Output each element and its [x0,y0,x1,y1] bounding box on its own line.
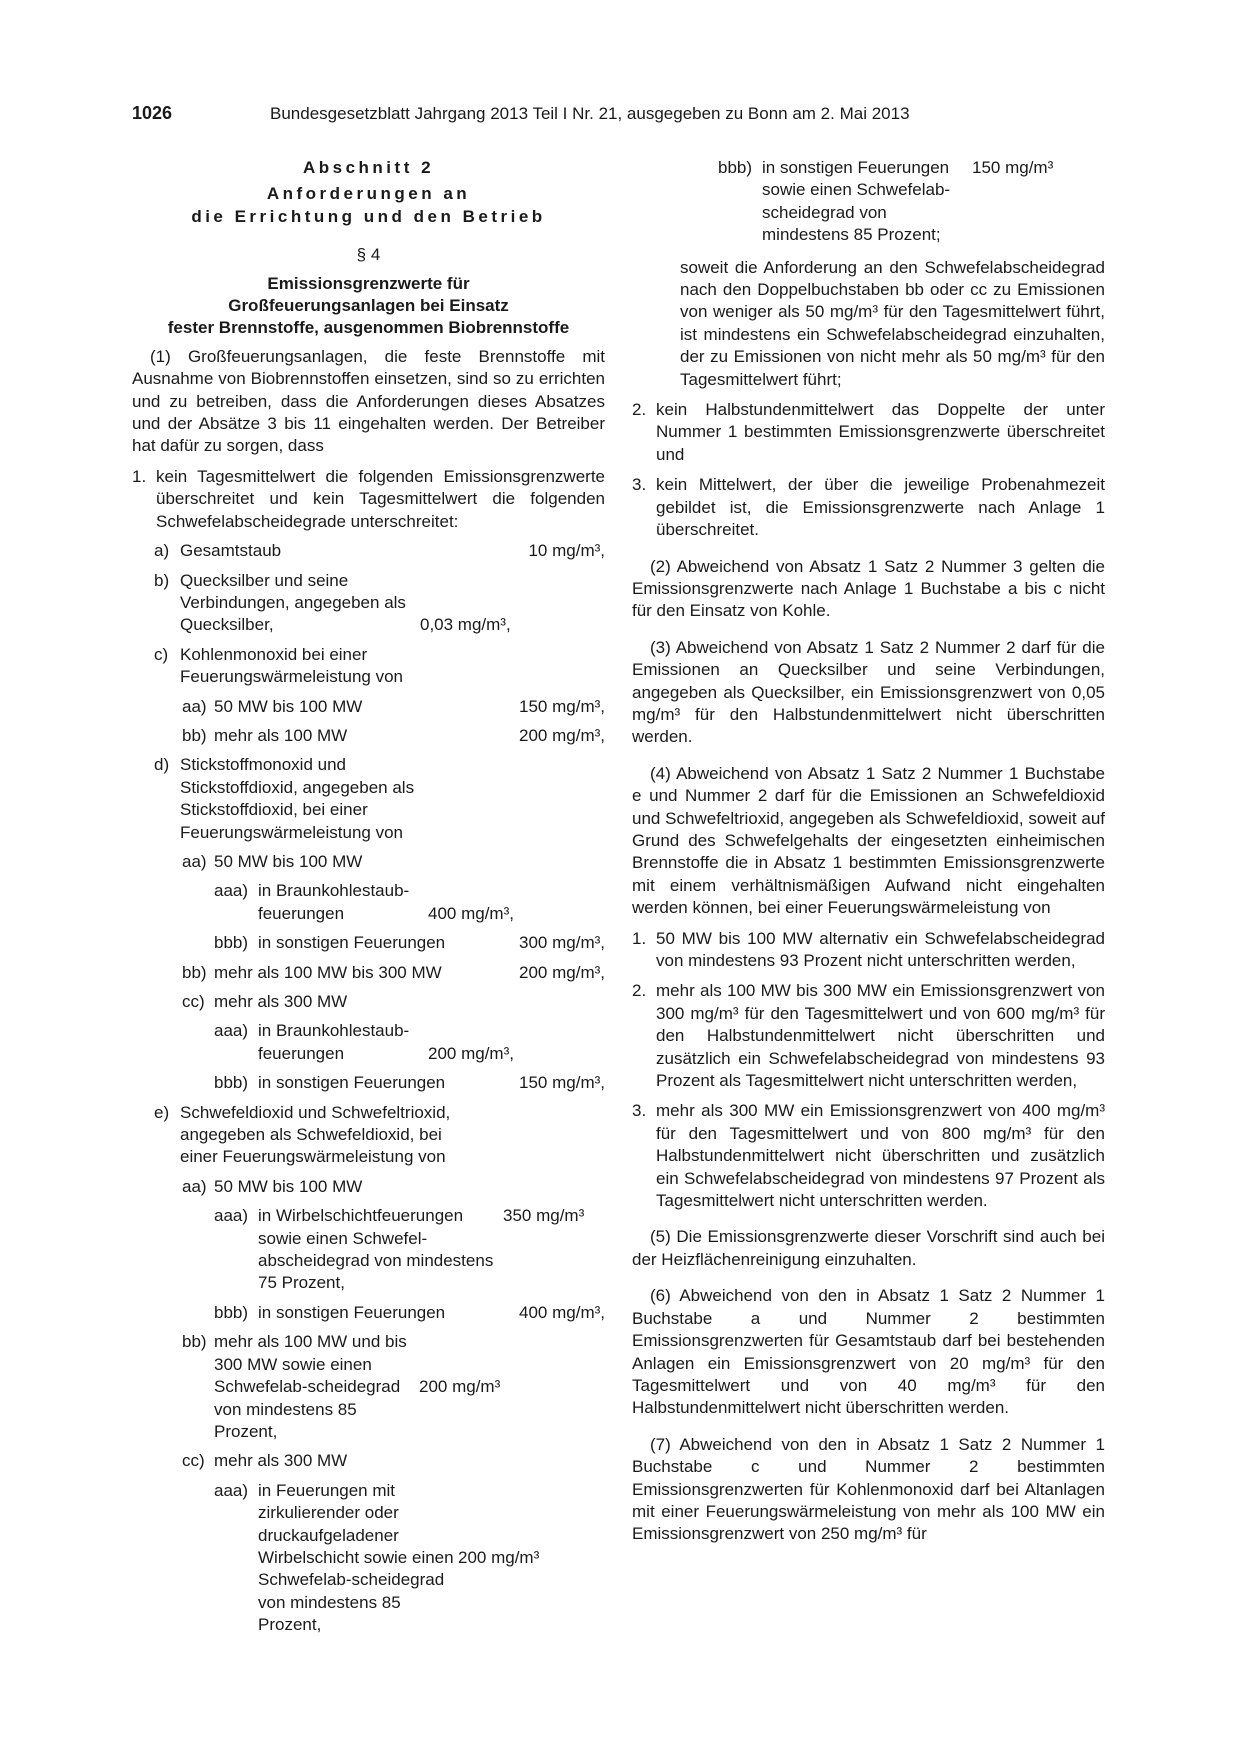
item-text: Kohlenmonoxid bei einer Feuerungswärmeleistung von [180,644,404,687]
left-column [132,157,605,1637]
item-a [132,540,605,562]
item-value: 150 mg/m³ [972,158,1054,177]
item-label: aa) [182,696,207,716]
item-value: 200 mg/m³ [458,1547,540,1567]
item-value: 200 mg/m³ [419,1377,501,1397]
item-value: 200 mg/m³, [519,725,605,745]
item-text: mehr als 300 MW [214,992,348,1011]
running-head: Bundesgesetzblatt Jahrgang 2013 Teil I Nr. 21, ausgegeben zu Bonn am 2. Mai 2013 [270,104,910,123]
section-title-line-1: Anforderungen an [266,184,471,204]
paragraph-4-item-1 [632,928,1105,973]
item-e-cc [132,1450,605,1472]
section-title-line-2: die Errichtung und den Betrieb [191,206,546,226]
item-c [132,644,605,689]
section-label: Abschnitt 2 [302,158,435,177]
list-number: 3. [632,475,647,495]
item-label: bbb) [214,1073,249,1093]
list-text: kein Halbstundenmittelwert das Doppelte der unter Nummer 1 bestimmten Emissionsgrenzwerte überschreitet und [656,400,1105,464]
item-label: bbb) [718,158,753,177]
item-value: 200 mg/m³, [519,962,605,982]
list-number: 1. [632,928,647,948]
item-text: mehr als 100 MW bis 300 MW [214,962,442,982]
item-value: 350 mg/m³ [503,1206,585,1226]
list-text: 50 MW bis 100 MW alternativ ein Schwefelabscheidegrad von mindestens 93 Prozent nicht unterschritten werden, [656,928,1105,970]
item-d [132,754,605,844]
list-item-1 [132,466,605,533]
item-label: c) [154,644,169,664]
item-e [132,1102,605,1169]
paragraph-4-item-2 [632,980,1105,1092]
item-text: in Wirbelschichtfeuerungen sowie einen Schwefel-abscheidegrad von mindestens 75 Prozent, [258,1206,494,1293]
item-text: 50 MW bis 100 MW [214,696,363,716]
soweit-clause: soweit die Anforderung an den Schwefelabscheidegrad nach den Doppelbuchstaben bb oder cc zu Emissionen von weniger als 50 mg/m³ für den Tagesmittelwert führt, ist mindestens ein Schwefelabscheidegrad einzuhalten, der zu Emissionen von nicht mehr als 50 mg/m³ für den Tagesmittelwert führt; [680,257,1105,389]
paragraph-7: (7) Abweichend von den in Absatz 1 Satz 2 Nummer 1 Buchstabe c und Nummer 2 bestimmten Emissionsgrenzwerten für Kohlenmonoxid darf bei Altanlagen mit einer Feuerungswärmeleistung von mehr als 100 MW ein Emissionsgrenzwert von 250 mg/m³ für [632,1434,1105,1544]
item-label: cc) [182,992,205,1011]
item-label: e) [154,1102,170,1122]
item-label: aaa) [214,1206,249,1226]
item-label: aa) [182,1176,207,1196]
item-d-bb [132,962,605,984]
item-text: in sonstigen Feuerungen [258,1302,446,1322]
list-number: 3. [632,1101,647,1121]
item-text: in Feuerungen mit zirkulierender oder druckaufgeladener Wirbelschicht sowie einen Schwefelab-scheidegrad von mindestens 85 Prozent, [258,1480,454,1635]
item-d-aa-aaa [132,880,605,925]
item-e-aa-bbb [132,1302,605,1324]
item-value: 300 mg/m³, [519,933,605,953]
item-d-aa-bbb [132,932,605,954]
right-column [632,157,1105,1546]
item-d-cc [132,991,605,1013]
item-value: 400 mg/m³, [519,1302,605,1322]
item-label: bb) [182,962,207,982]
item-b [132,570,605,637]
item-value: 400 mg/m³, [428,903,514,923]
list-number: 2. [632,400,647,420]
paragraph-1: (1) Großfeuerungsanlagen, die feste Brennstoffe mit Ausnahme von Biobrennstoffen einsetzen, sind so zu errichten und zu betreiben, dass die Anforderungen dieses Absatzes und der Absätze 3 bis 11 eingehalten werden. Der Betreiber hat dafür zu sorgen, dass [132,346,605,456]
list-text: kein Tagesmittelwert die folgenden Emissionsgrenzwerte überschreitet und kein Tagesmittelwert die folgenden Schwefelabscheidegrade unterschreitet: [156,466,605,531]
page-header [132,103,1112,127]
item-text: 50 MW bis 100 MW [214,851,363,871]
item-text: in sonstigen Feuerungen sowie einen Schwefelab-scheidegrad von mindestens 85 Prozent; [762,158,951,245]
item-text: in sonstigen Feuerungen [258,1073,446,1093]
paragraph-title-line-2: Großfeuerungsanlagen bei Einsatz [228,296,509,316]
item-label: aa) [182,851,207,871]
paragraph-title-line-1: Emissionsgrenzwerte für [267,273,470,293]
item-value: 150 mg/m³, [519,696,605,716]
item-e-cc-aaa [132,1480,605,1637]
item-value: 200 mg/m³, [428,1043,514,1063]
item-label: bbb) [214,933,249,953]
item-text: in Braunkohlestaub-feuerungen [258,1021,410,1063]
item-e-aa [132,1176,605,1198]
item-label: bb) [182,1332,207,1352]
list-item-2 [632,399,1105,466]
item-label: aaa) [214,1021,249,1041]
item-text: in sonstigen Feuerungen [258,933,446,953]
item-value: 0,03 mg/m³, [420,615,511,635]
list-text: kein Mittelwert, der über die jeweilige Probenahmezeit gebildet ist, die Emissionsgrenzwerte nach Anlage 1 überschreitet. [656,475,1105,540]
item-e-cc-bbb [632,157,1105,247]
item-label: cc) [182,1451,205,1471]
item-label: bb) [182,725,207,745]
item-label: aaa) [214,881,249,901]
page-number: 1026 [132,103,173,123]
item-label: d) [154,755,170,775]
item-text: mehr als 100 MW [214,725,348,745]
item-d-cc-bbb [132,1072,605,1094]
paragraph-title-line-3: fester Brennstoffe, ausgenommen Biobrennstoffe [167,318,570,338]
list-text: mehr als 300 MW ein Emissionsgrenzwert von 400 mg/m³ für den Tagesmittelwert und von 800 mg/m³ für den Halbstundenmittelwert nicht überschritten und zusätzlich ein Schwefelabscheidegrad von mindestens 97 Prozent als Tagesmittelwert nicht unterschritten werden. [656,1101,1105,1211]
item-text: Quecksilber und seine Verbindungen, angegeben als Quecksilber, [180,570,406,635]
list-item-3 [632,474,1105,541]
item-c-bb [132,725,605,747]
paragraph-4-item-3 [632,1100,1105,1212]
item-text: in Braunkohlestaub-feuerungen [258,881,410,923]
item-text: 50 MW bis 100 MW [214,1176,363,1196]
item-c-aa [132,696,605,718]
item-label: aaa) [214,1480,249,1500]
item-text: Schwefeldioxid und Schwefeltrioxid, angegeben als Schwefeldioxid, bei einer Feuerungswärmeleistung von [180,1102,451,1167]
item-text: mehr als 300 MW [214,1451,348,1471]
list-text: mehr als 100 MW bis 300 MW ein Emissionsgrenzwert von 300 mg/m³ für den Tagesmittelwert und von 600 mg/m³ für den Halbstundenmittelwert nicht überschritten und zusätzlich ein Schwefelabscheidegrad von mindestens 93 Prozent als Tagesmittelwert nicht unterschritten werden, [656,981,1105,1091]
item-d-cc-aaa [132,1020,605,1065]
list-number: 2. [632,981,647,1001]
paragraph-5: (5) Die Emissionsgrenzwerte dieser Vorschrift sind auch bei der Heizflächenreinigung einzuhalten. [632,1227,1105,1269]
paragraph-3: (3) Abweichend von Absatz 1 Satz 2 Nummer 2 darf für die Emissionen an Quecksilber und seine Verbindungen, angegeben als Quecksilber, ein Emissionsgrenzwert von 0,05 mg/m³ für den Halbstundenmittelwert nicht überschritten werden. [632,637,1105,747]
item-text: Gesamtstaub [180,541,282,561]
paragraph-6: (6) Abweichend von den in Absatz 1 Satz 2 Nummer 1 Buchstabe a und Nummer 2 bestimmten Emissionsgrenzwerten für Gesamtstaub darf bei bestehenden Anlagen ein Emissionsgrenzwert von 20 mg/m³ für den Tagesmittelwert und von 40 mg/m³ für den Halbstundenmittelwert nicht überschritten werden. [632,1286,1105,1418]
paragraph-title [132,273,605,340]
item-label: b) [154,570,170,590]
paragraph-4: (4) Abweichend von Absatz 1 Satz 2 Nummer 1 Buchstabe e und Nummer 2 darf für die Emissionen an Schwefeldioxid und Schwefeltrioxid, angegeben als Schwefeldioxid, soweit auf Grund des Schwefelgehalts der eingesetzten einheimischen Brennstoffe die in Absatz 1 bestimmten Emissionsgrenzwerte mit einem verhältnismäßigen Aufwand nicht eingehalten werden können, bei einer Feuerungswärmeleistung von [632,763,1105,918]
paragraph-number: § 4 [356,245,381,265]
item-d-aa [132,851,605,873]
item-e-aa-aaa [132,1205,605,1295]
paragraph-2: (2) Abweichend von Absatz 1 Satz 2 Nummer 3 gelten die Emissionsgrenzwerte nach Anlage 1 Buchstabe a bis c nicht für den Einsatz von Kohle. [632,556,1105,621]
item-e-bb [132,1331,605,1443]
list-number: 1. [132,466,147,486]
item-label: bbb) [214,1302,249,1322]
item-value: 150 mg/m³, [519,1073,605,1093]
item-text: Stickstoffmonoxid und Stickstoffdioxid, angegeben als Stickstoffdioxid, bei einer Feuerungswärmeleistung von [180,755,415,842]
item-value: 10 mg/m³, [528,541,605,561]
item-label: a) [154,541,170,561]
item-text: mehr als 100 MW und bis 300 MW sowie einen Schwefelab-scheidegrad von mindestens 85 Prozent, [214,1332,407,1441]
